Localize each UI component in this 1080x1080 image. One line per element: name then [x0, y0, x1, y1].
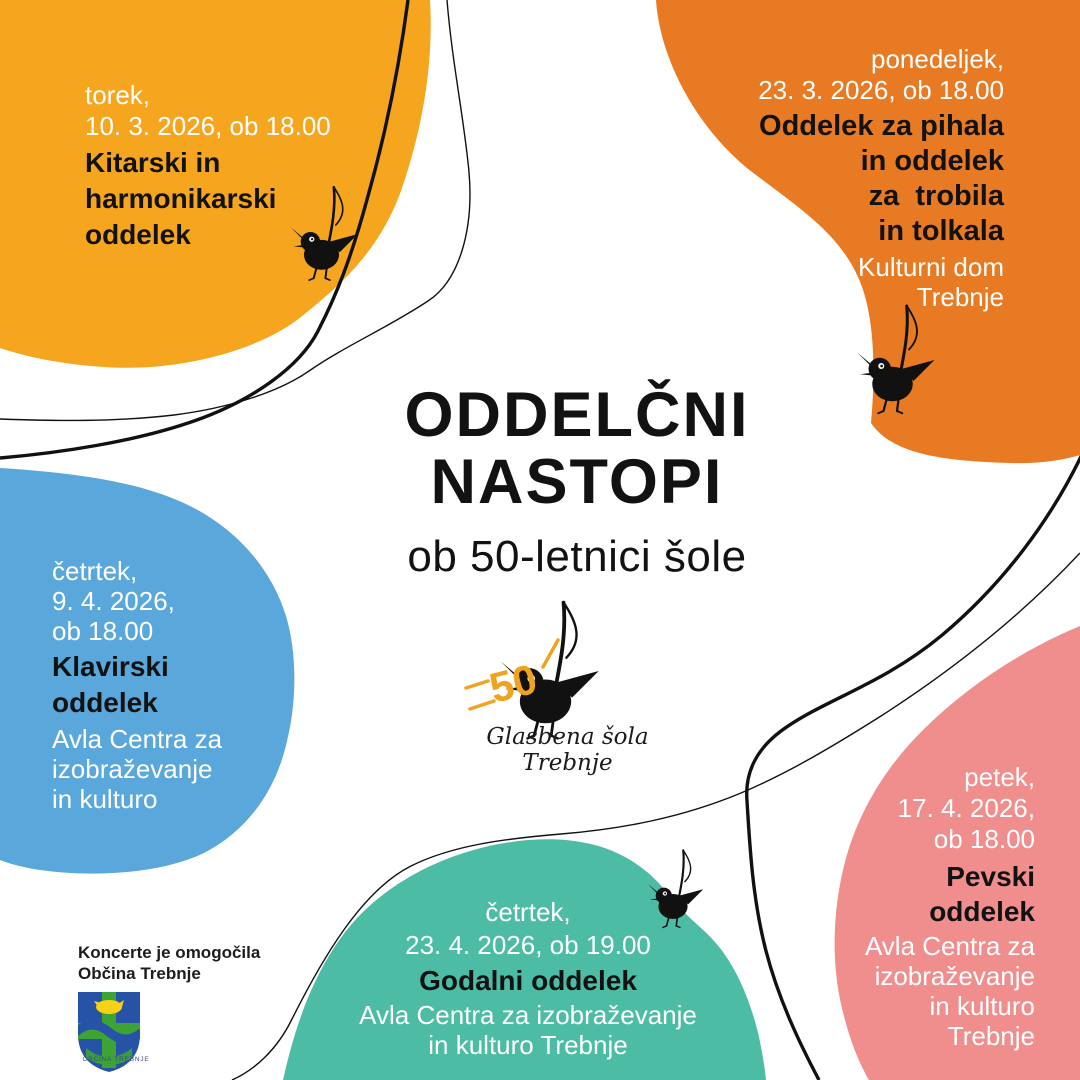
event-klavirski — [52, 556, 222, 814]
event-department: oddelek — [52, 687, 158, 718]
event-day: petek, — [964, 762, 1035, 792]
event-venue: izobraževanje — [52, 754, 213, 784]
event-department: Pevski — [946, 861, 1035, 892]
event-venue: Kulturni dom — [858, 252, 1004, 282]
page-subtitle: ob 50-letnici šole — [407, 532, 747, 581]
credit-line: Občina Trebnje — [78, 964, 201, 983]
event-godalni — [298, 896, 758, 1060]
event-day: torek, — [85, 80, 151, 110]
seal-caption: OBČINA TREBNJE — [82, 1056, 150, 1063]
event-venue: Avla Centra za — [52, 724, 223, 754]
event-date: 17. 4. 2026, — [897, 793, 1035, 823]
event-day: ponedeljek, — [871, 44, 1004, 74]
event-department: Godalni oddelek — [419, 965, 637, 996]
event-venue: Trebnje — [916, 282, 1004, 312]
event-venue: Avla Centra za — [864, 931, 1035, 961]
logo-50-number: 50 — [484, 654, 542, 712]
page-title: ODDELČNI — [404, 380, 750, 450]
event-date: 10. 3. 2026, ob 18.00 — [85, 111, 331, 141]
event-pihala-trobila-tolkala — [758, 44, 1004, 312]
event-date: ob 18.00 — [52, 616, 154, 646]
event-department: in oddelek — [860, 145, 1004, 177]
event-date: 9. 4. 2026, — [52, 586, 175, 616]
event-day: četrtek, — [485, 897, 571, 927]
page-title: NASTOPI — [430, 447, 724, 517]
logo-name-line: Glasbena šola — [486, 724, 649, 750]
event-day: četrtek, — [52, 556, 138, 586]
event-pevski — [865, 762, 1035, 1051]
school-logo-wordmark — [440, 724, 695, 776]
event-date: 23. 3. 2026, ob 18.00 — [758, 75, 1004, 105]
event-department: za trobila — [868, 180, 1004, 212]
event-venue: izobraževanje — [874, 961, 1035, 991]
event-department: oddelek — [85, 219, 191, 250]
event-department: Klavirski — [52, 651, 169, 682]
event-department: harmonikarski — [85, 183, 277, 214]
event-department: in tolkala — [878, 215, 1004, 247]
event-venue: in kulturo — [929, 991, 1035, 1021]
logo-group — [466, 603, 599, 739]
event-date: 23. 4. 2026, ob 19.00 — [405, 930, 651, 960]
event-department: Kitarski in — [85, 147, 221, 178]
logo-name-line: Trebnje — [522, 750, 613, 776]
event-department: oddelek — [929, 896, 1035, 927]
event-venue: Trebnje — [947, 1021, 1035, 1051]
event-kitarski-harmonikarski — [85, 80, 331, 256]
event-date: ob 18.00 — [933, 824, 1035, 854]
poster-title-block — [302, 382, 852, 582]
event-department: Oddelek za pihala — [759, 110, 1004, 142]
event-venue: in kulturo Trebnje — [428, 1030, 628, 1060]
event-venue: in kulturo — [52, 784, 158, 814]
sponsor-credit — [78, 942, 261, 1063]
credit-line: Koncerte je omogočila — [78, 943, 261, 962]
event-venue: Avla Centra za izobraževanje — [359, 1000, 697, 1030]
